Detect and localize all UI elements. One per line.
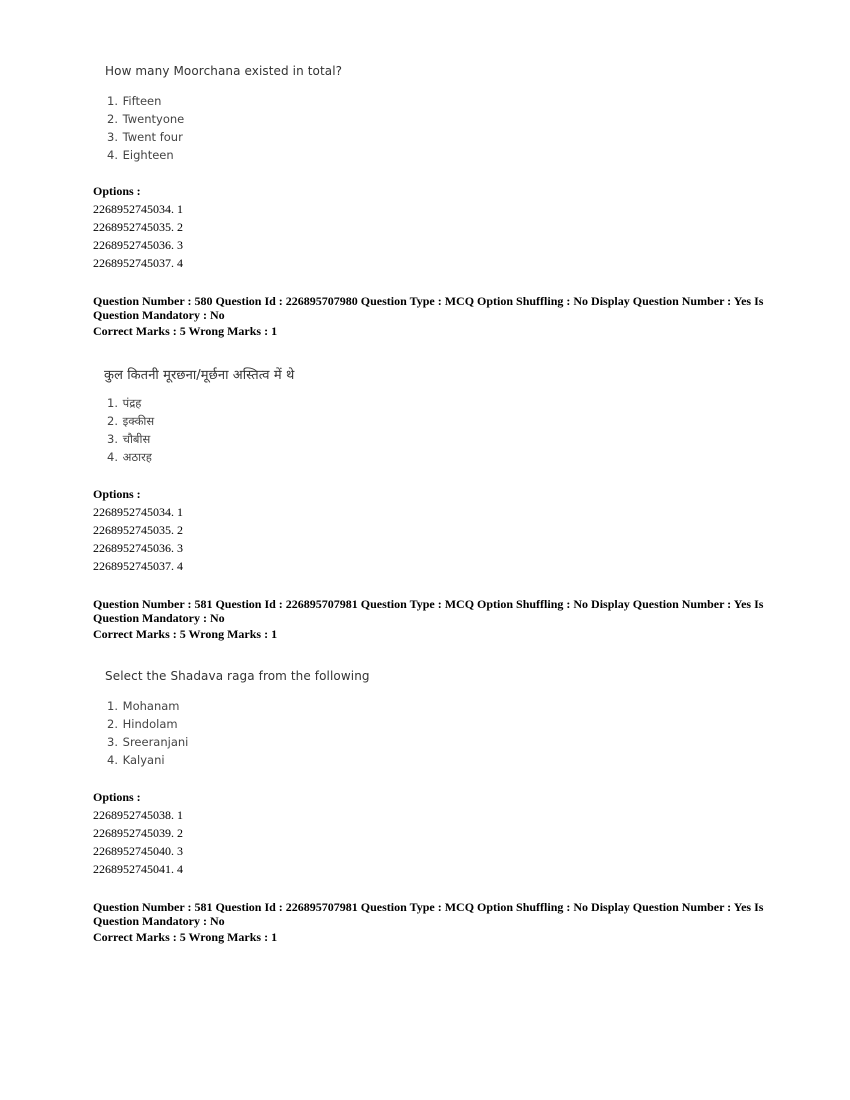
question-meta-line: Question Number : 581 Question Id : 226895707981 Question Type : MCQ Option Shuffling : No Display Question Number : Yes Is bbox=[93, 597, 764, 611]
options-heading: Options : bbox=[93, 487, 141, 501]
option-id-row: 2268952745034. 1 bbox=[93, 505, 183, 519]
options-heading: Options : bbox=[93, 184, 141, 198]
question-mandatory: Question Mandatory : No bbox=[93, 611, 225, 625]
choice-number: 3. bbox=[107, 735, 118, 749]
choice-number: 2. bbox=[107, 414, 118, 428]
choice-label: चौबीस bbox=[122, 432, 151, 446]
question-meta-line: Question Number : 581 Question Id : 226895707981 Question Type : MCQ Option Shuffling : No Display Question Number : Yes Is bbox=[93, 900, 764, 914]
choice-label: अठारह bbox=[122, 450, 152, 464]
choice-item bbox=[107, 412, 154, 430]
choice-number: 3. bbox=[107, 432, 118, 446]
question-meta-line: Question Number : 580 Question Id : 226895707980 Question Type : MCQ Option Shuffling : No Display Question Number : Yes Is bbox=[93, 294, 764, 308]
question-marks: Correct Marks : 5 Wrong Marks : 1 bbox=[93, 324, 278, 338]
option-id-row: 2268952745036. 3 bbox=[93, 238, 183, 252]
choice-item bbox=[107, 128, 184, 146]
option-id-list bbox=[93, 503, 183, 575]
option-id-row: 2268952745037. 4 bbox=[93, 559, 183, 573]
choice-item bbox=[107, 733, 188, 751]
question-marks: Correct Marks : 5 Wrong Marks : 1 bbox=[93, 627, 278, 641]
option-id-row: 2268952745035. 2 bbox=[93, 523, 183, 537]
choice-label: Kalyani bbox=[122, 753, 165, 767]
choice-item bbox=[107, 146, 184, 164]
option-id-row: 2268952745037. 4 bbox=[93, 256, 183, 270]
choice-label: Twent four bbox=[122, 130, 183, 144]
option-id-row: 2268952745039. 2 bbox=[93, 826, 183, 840]
option-id-row: 2268952745040. 3 bbox=[93, 844, 183, 858]
choice-item bbox=[107, 92, 184, 110]
question-marks: Correct Marks : 5 Wrong Marks : 1 bbox=[93, 930, 278, 944]
choice-label: इक्कीस bbox=[122, 414, 155, 428]
choice-label: Hindolam bbox=[122, 717, 178, 731]
choice-number: 1. bbox=[107, 94, 118, 108]
question-meta bbox=[93, 900, 773, 944]
option-id-row: 2268952745036. 3 bbox=[93, 541, 183, 555]
choice-label: Mohanam bbox=[122, 699, 180, 713]
choice-number: 4. bbox=[107, 753, 118, 767]
choice-label: पंद्रह bbox=[122, 396, 142, 410]
question-text: How many Moorchana existed in total? bbox=[105, 64, 343, 78]
choice-label: Eighteen bbox=[122, 148, 174, 162]
choice-number: 1. bbox=[107, 699, 118, 713]
choice-label: Sreeranjani bbox=[122, 735, 189, 749]
question-meta bbox=[93, 597, 773, 641]
choice-item bbox=[107, 448, 154, 466]
choice-list bbox=[107, 697, 188, 769]
choice-number: 2. bbox=[107, 112, 118, 126]
choice-item bbox=[107, 110, 184, 128]
choice-item bbox=[107, 430, 154, 448]
choice-number: 4. bbox=[107, 148, 118, 162]
question-mandatory: Question Mandatory : No bbox=[93, 308, 225, 322]
option-id-row: 2268952745041. 4 bbox=[93, 862, 183, 876]
choice-label: Twentyone bbox=[122, 112, 185, 126]
choice-number: 2. bbox=[107, 717, 118, 731]
option-id-list bbox=[93, 200, 183, 272]
choice-list bbox=[107, 394, 154, 466]
question-text: Select the Shadava raga from the following bbox=[105, 669, 370, 683]
question-meta bbox=[93, 294, 773, 338]
choice-item bbox=[107, 697, 188, 715]
choice-list bbox=[107, 92, 184, 164]
option-id-row: 2268952745038. 1 bbox=[93, 808, 183, 822]
options-heading: Options : bbox=[93, 790, 141, 804]
choice-number: 4. bbox=[107, 450, 118, 464]
choice-number: 1. bbox=[107, 396, 118, 410]
choice-number: 3. bbox=[107, 130, 118, 144]
choice-item bbox=[107, 715, 188, 733]
choice-item bbox=[107, 394, 154, 412]
option-id-row: 2268952745035. 2 bbox=[93, 220, 183, 234]
choice-label: Fifteen bbox=[122, 94, 162, 108]
question-text: कुल कितनी मूरछना/मूर्छना अस्तित्व में थे bbox=[104, 368, 295, 383]
option-id-list bbox=[93, 806, 183, 878]
choice-item bbox=[107, 751, 188, 769]
question-mandatory: Question Mandatory : No bbox=[93, 914, 225, 928]
option-id-row: 2268952745034. 1 bbox=[93, 202, 183, 216]
